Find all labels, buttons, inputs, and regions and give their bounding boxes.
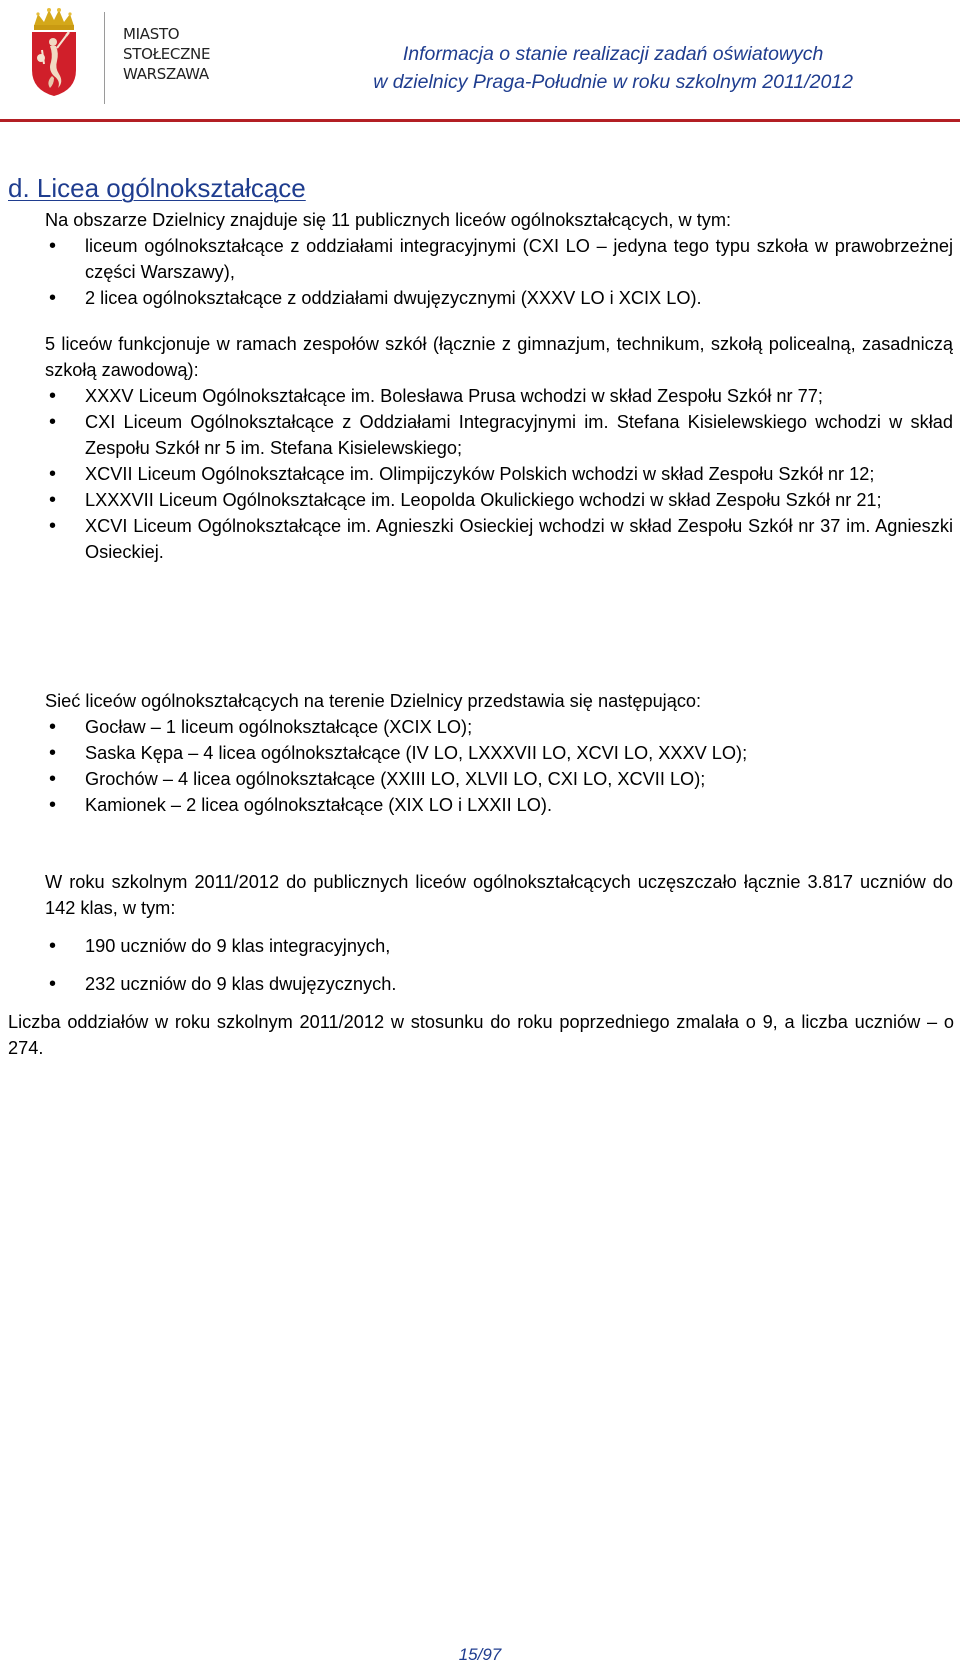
siec-paragraph: Sieć liceów ogólnokształcących na terenie Dzielnicy przedstawia się następująco: [45,691,702,711]
list-item: • XXXV Liceum Ogólnokształcące im. Bolesława Prusa wchodzi w skład Zespołu Szkół nr 77; [45,383,953,409]
report-title [373,40,853,96]
list-item: • Grochów – 4 licea ogólnokształcące (XXIII LO, XLVII LO, CXI LO, XCVII LO); [45,766,953,792]
city-line-1: MIASTO [123,25,180,43]
page-header [0,0,960,124]
header-rule [0,119,960,122]
uczniowie-paragraph: W roku szkolnym 2011/2012 do publicznych liceów ogólnokształcących uczęszczało łącznie 3.817 uczniów do 142 klas, w tym: [45,872,953,918]
list-item: • Kamionek – 2 licea ogólnokształcące (XIX LO i LXXII LO). [45,792,953,818]
report-title-line-2: w dzielnicy Praga-Południe w roku szkolnym 2011/2012 [373,71,853,93]
list-item: • liceum ogólnokształcące z oddziałami integracyjnymi (CXI LO – jedyna tego typu szkoła w prawobrzeżnej części Warszawy), [45,233,953,285]
list-item: • 2 licea ogólnokształcące z oddziałami dwujęzycznymi (XXXV LO i XCIX LO). [45,285,953,311]
list-item: • XCVI Liceum Ogólnokształcące im. Agnieszki Osieckiej wchodzi w skład Zespołu Szkół nr 37 im. Agnieszki Osieckiej. [45,513,953,565]
uczniowie-list [45,933,953,1009]
zespoly-list [45,383,953,565]
city-line-2: STOŁECZNE [123,45,211,63]
city-line-3: WARSZAWA [123,65,209,83]
list-item: • 232 uczniów do 9 klas dwujęzycznych. [45,971,953,997]
list-item: • Gocław – 1 liceum ogólnokształcące (XCIX LO); [45,714,953,740]
city-logotype [123,24,210,84]
intro-paragraph: Na obszarze Dzielnicy znajduje się 11 publicznych liceów ogólnokształcących, w tym: [45,210,732,230]
summary-paragraph: Liczba oddziałów w roku szkolnym 2011/2012 w stosunku do roku poprzedniego zmalała o 9, a liczba uczniów – o 274. [8,1012,954,1058]
siec-list [45,714,953,818]
intro-list [45,233,953,311]
section-title: d. Licea ogólnokształcące [8,173,306,203]
list-item: • XCVII Liceum Ogólnokształcące im. Olimpijczyków Polskich wchodzi w skład Zespołu Szkół nr 12; [45,461,953,487]
warsaw-coat-of-arms-logo [28,6,80,98]
list-item: • LXXXVII Liceum Ogólnokształcące im. Leopolda Okulickiego wchodzi w skład Zespołu Szkół nr 21; [45,487,953,513]
list-item: • Saska Kępa – 4 licea ogólnokształcące (IV LO, LXXXVII LO, XCVI LO, XXXV LO); [45,740,953,766]
report-title-line-1: Informacja o stanie realizacji zadań oświatowych [402,43,824,65]
header-divider [104,12,105,104]
page-number: 15/97 [458,1645,502,1664]
zespoly-paragraph: 5 liceów funkcjonuje w ramach zespołów szkół (łącznie z gimnazjum, technikum, szkołą policealną, zasadniczą szkołą zawodową): [45,334,953,380]
list-item: • 190 uczniów do 9 klas integracyjnych, [45,933,953,959]
list-item: • CXI Liceum Ogólnokształcące z Oddziałami Integracyjnymi im. Stefana Kisielewskiego wchodzi w skład Zespołu Szkół nr 5 im. Stefana Kisielewskiego; [45,409,953,461]
